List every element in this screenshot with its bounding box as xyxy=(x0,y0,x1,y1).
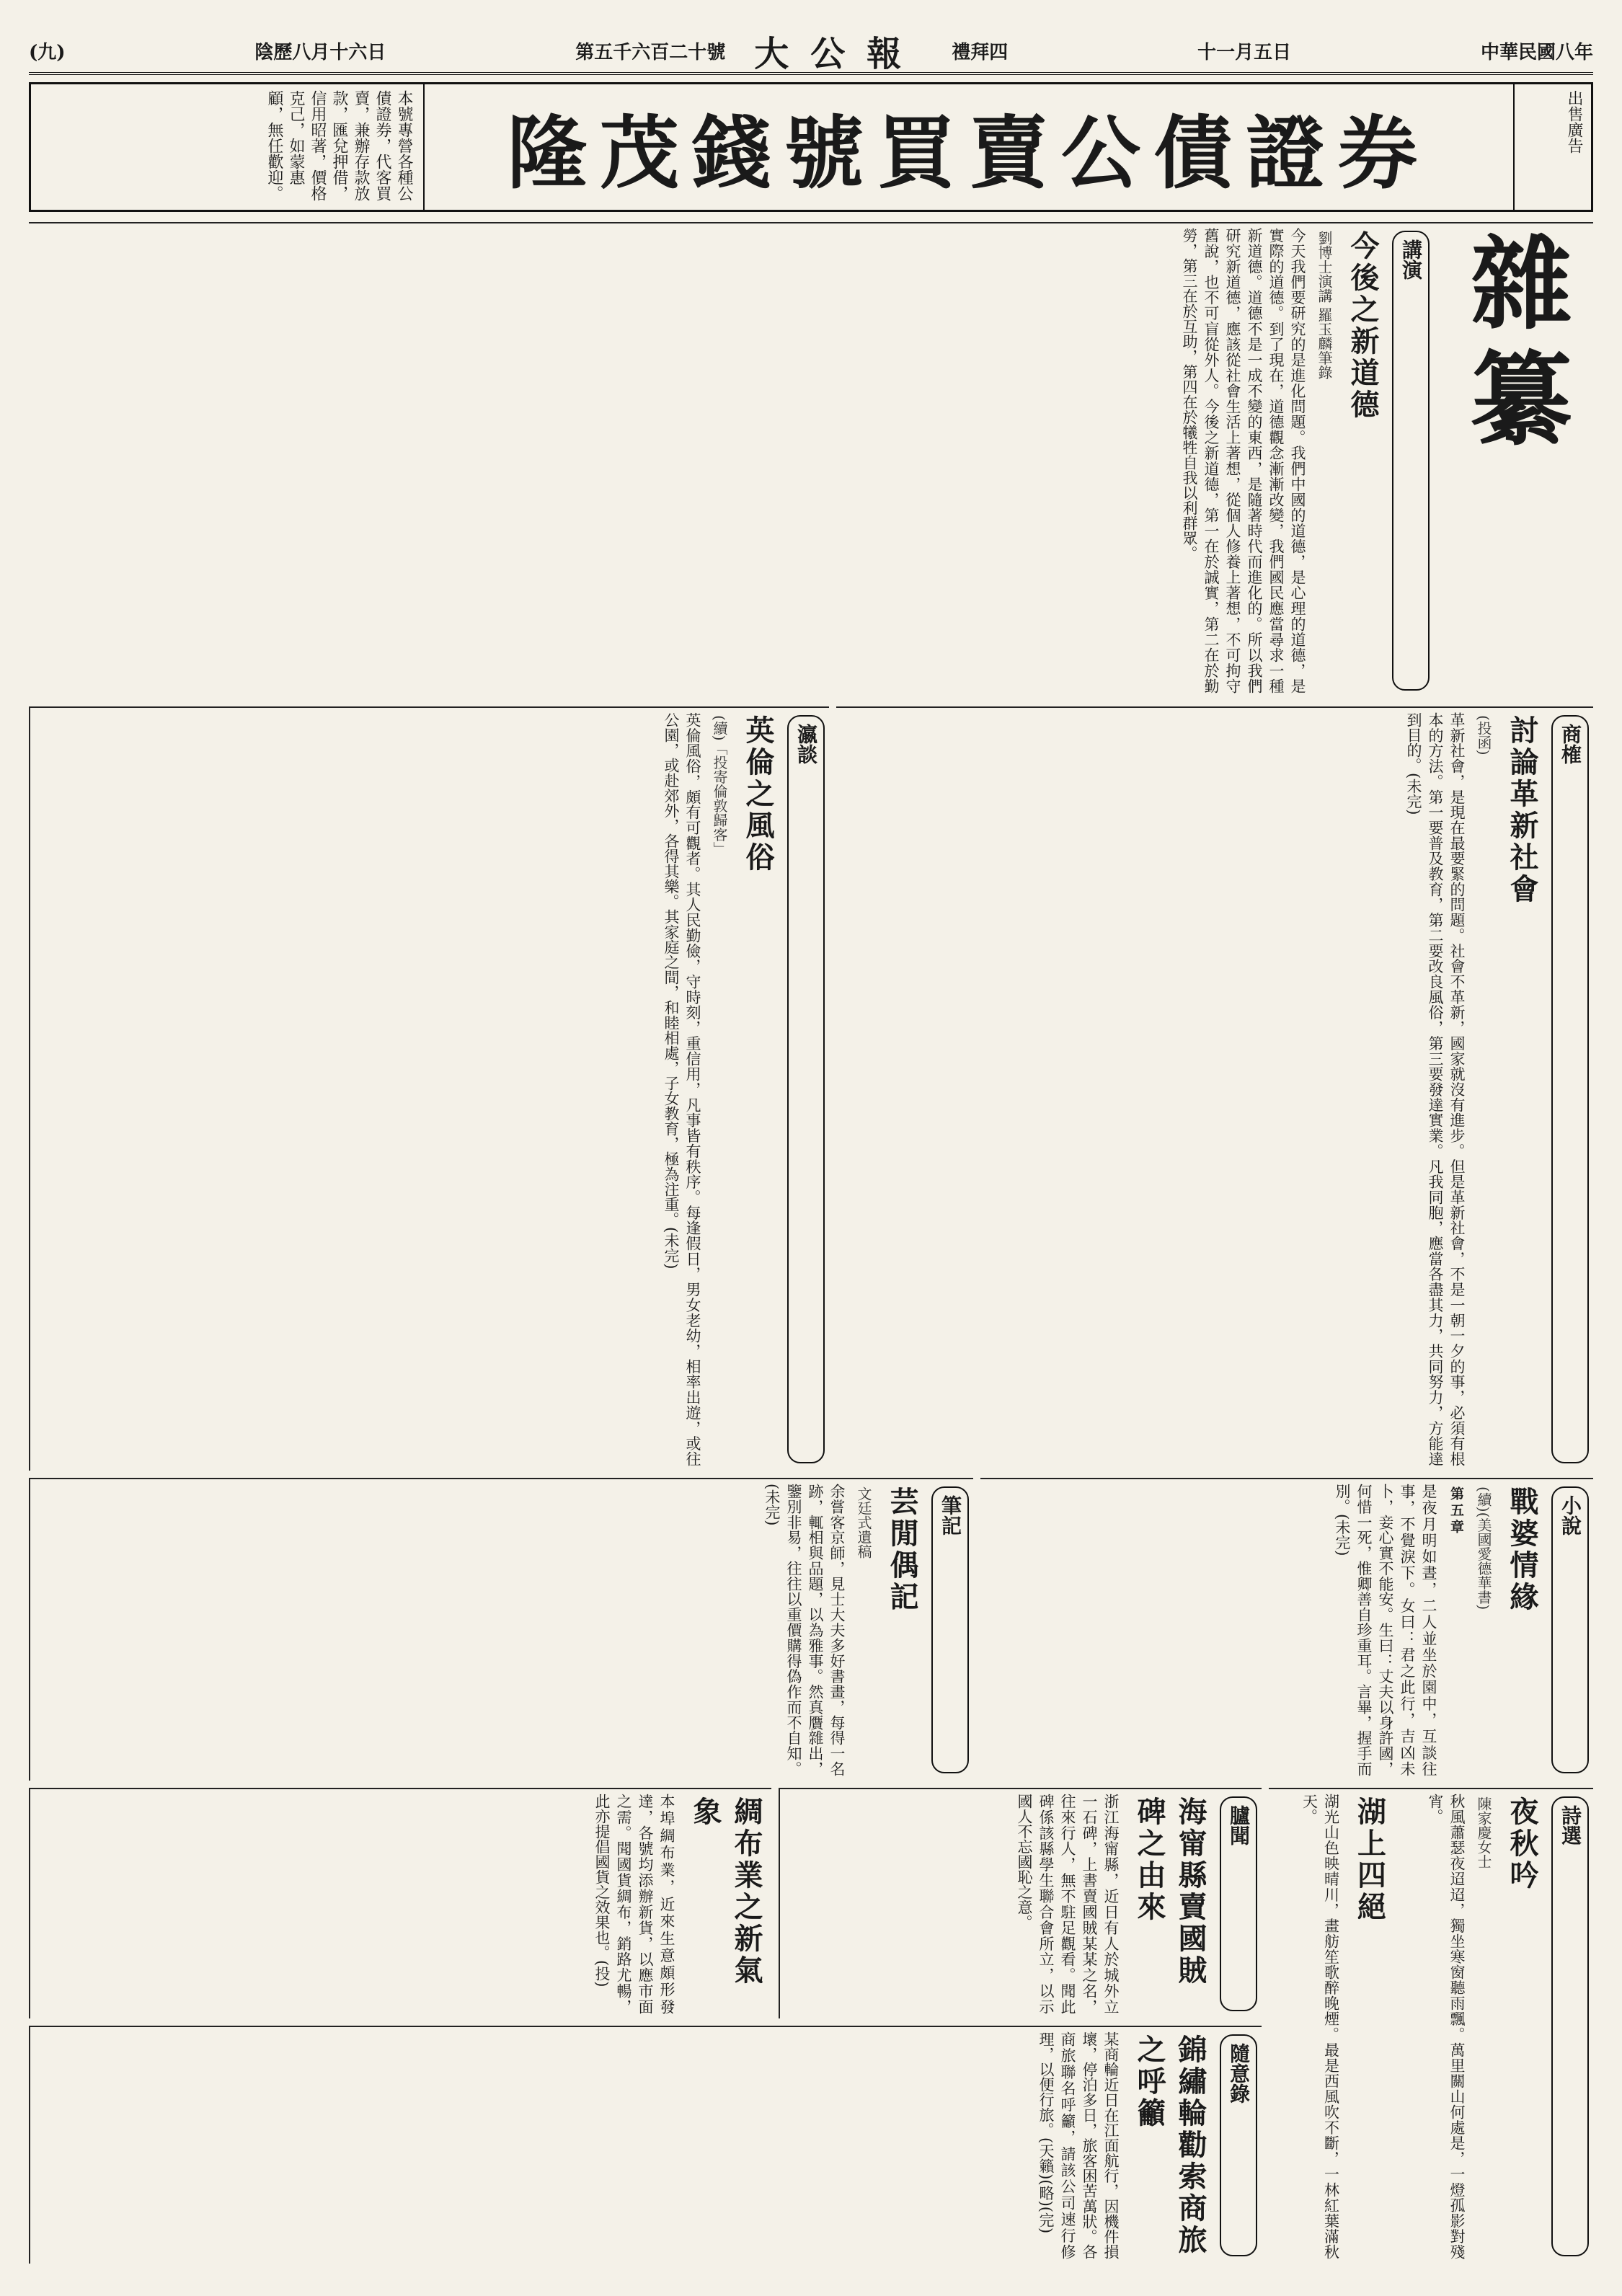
jottings-body: 某商輪近日在江面航行，因機件損壞，停泊多日，旅客困苦萬狀。各商旅聯名呼籲，請該公司速行修理，以便行旅。(天籟)(略)(完) xyxy=(1037,2031,1120,2259)
notes-headline: 芸閒偶記 xyxy=(885,1486,919,1613)
lecture-body: 今天我們要研究的是進化問題。我們中國的道德，是心理的道德，是實際的道德。到了現在，道德觀念漸漸改變，我們國民應當尋求一種新道德。道德不是一成不變的東西，是隨著時代而進化的。所以我們研究新道德，應該從社會生活上著想，從個人修養上著想，不可拘守舊說，也不可盲從外人。今後之新道德，第一在於誠實，第二在於勤勞，第三在於互助，第四在於犧牲自我以利群眾。 xyxy=(1181,228,1306,693)
discussion-body: 革新社會，是現在最要緊的問題。社會不革新，國家就沒有進步。但是革新社會，不是一朝一夕的事，必須有根本的方法。第一要普及教育，第二要改良風俗，第三要發達實業。凡我同胞，應當各盡其力，共同努力，方能達到目的。(未完) xyxy=(1405,712,1466,1466)
discussion-byline: (投函) xyxy=(1475,715,1492,755)
miscellany-title: 雜纂 xyxy=(1454,231,1572,461)
silk-body: 本埠綢布業，近來生意頗形發達，各號均添辦新貨，以應市面之需。聞國貨綢布，銷路尤暢，此亦提倡國貨之效果也。(投) xyxy=(593,1794,675,2014)
lecture-headline: 今後之新道德 xyxy=(1346,231,1380,421)
jottings-headline: 錦繡輪勸索商旅之呼籲 xyxy=(1133,2034,1207,2256)
jottings-section xyxy=(29,2026,1262,2264)
poetry-section xyxy=(1269,1788,1593,2264)
talk-byline: (續)「投寄倫敦歸客」 xyxy=(711,715,728,856)
ad-notice: 本號專營各種公債證券，代客買賣，兼辦存款放款，匯兌押借，信用昭著，價格克己，如蒙惠顧，無任歡迎。 xyxy=(31,84,425,210)
poem1-author: 陳家慶女士 xyxy=(1475,1796,1492,1869)
hearsay-body: 浙江海甯縣，近日有人於城外立一石碑，上書賣國賊某某之名，往來行人，無不駐足觀看。聞此碑係該縣學生聯合會所立，以示國人不忘國恥之意。 xyxy=(1016,1794,1120,2014)
lecture-section xyxy=(29,222,1593,698)
talk-body: 英倫風俗，頗有可觀者。其人民勤儉，守時刻，重信用，凡事皆有秩序。每逢假日，男女老幼，相率出遊，或往公園，或赴郊外，各得其樂。其家庭之間，和睦相處，子女教育，極為注重。(未完) xyxy=(662,712,701,1466)
novel-chapter: 第五章 xyxy=(1448,1486,1464,1536)
novel-section xyxy=(980,1478,1593,1781)
jottings-tag: 隨意錄 xyxy=(1220,2034,1257,2256)
novel-body: 是夜月明如晝，二人並坐於園中，互談往事，不覺淚下。女曰：君之此行，吉凶未卜，妾心實不能安。生曰：丈夫以身許國，何惜一死，惟卿善自珍重耳。言畢，握手而別。(未完) xyxy=(1334,1484,1437,1776)
lecture-byline: 劉博士演講 羅玉麟筆錄 xyxy=(1316,231,1333,380)
page-number: (九) xyxy=(29,41,66,63)
lunar-date: 陰歷八月十六日 xyxy=(254,41,386,63)
newspaper-page xyxy=(29,29,1593,2267)
notes-byline: 文廷式遺稿 xyxy=(855,1486,872,1559)
masthead xyxy=(29,29,1593,75)
talk-tag: 瀛談 xyxy=(787,715,825,1463)
gregorian-date: 十一月五日 xyxy=(1197,41,1292,63)
poem1-title: 夜秋吟 xyxy=(1505,1796,1539,1892)
notes-section xyxy=(29,1478,973,1781)
poetry-tag: 詩選 xyxy=(1551,1796,1589,2256)
talk-section xyxy=(29,706,829,1471)
banner-ad xyxy=(29,82,1593,212)
poem2-body: 湖光山色映晴川，畫舫笙歌醉晚煙。最是西風吹不斷，一林紅葉滿秋天。 xyxy=(1300,1794,1340,2259)
republic-year: 中華民國八年 xyxy=(1480,41,1593,63)
hearsay-section xyxy=(779,1788,1262,2018)
lecture-tag: 講演 xyxy=(1392,231,1430,691)
discussion-headline: 討論革新社會 xyxy=(1505,715,1539,905)
notes-tag: 筆記 xyxy=(931,1486,969,1773)
silk-headline: 綢布業之新氣象 xyxy=(688,1796,763,1987)
hearsay-headline: 海甯縣賣國賊碑之由來 xyxy=(1133,1796,1207,1987)
discussion-section xyxy=(836,706,1593,1471)
notes-body: 余嘗客京師，見士大夫多好書畫，每得一名跡，輒相與品題，以為雅事。然真贋雜出，鑒別非易，往往以重價購得偽作而不自知。(未完) xyxy=(763,1484,846,1776)
poem2-title: 湖上四絕 xyxy=(1352,1796,1387,1923)
ad-title: 隆茂錢號買賣公債證券 xyxy=(508,107,1430,200)
novel-byline: (續)(美國愛德華書) xyxy=(1475,1486,1492,1610)
talk-headline: 英倫之風俗 xyxy=(741,715,775,874)
poem1-body: 秋風蕭瑟夜迢迢，獨坐寒窗聽雨飄。萬里關山何處是，一燈孤影對殘宵。 xyxy=(1427,1794,1466,2259)
ad-corner: 出售廣告 xyxy=(1513,84,1591,210)
hearsay-tag: 臚聞 xyxy=(1220,1796,1257,2011)
novel-headline: 戰婆情緣 xyxy=(1505,1486,1539,1613)
paper-name: 大公報 xyxy=(754,33,923,74)
novel-tag: 小說 xyxy=(1551,1486,1589,1773)
weekday: 禮拜四 xyxy=(952,41,1009,63)
silk-section xyxy=(29,1788,771,2018)
issue-number: 第五千六百二十號 xyxy=(575,41,726,63)
discussion-tag: 商榷 xyxy=(1551,715,1589,1463)
